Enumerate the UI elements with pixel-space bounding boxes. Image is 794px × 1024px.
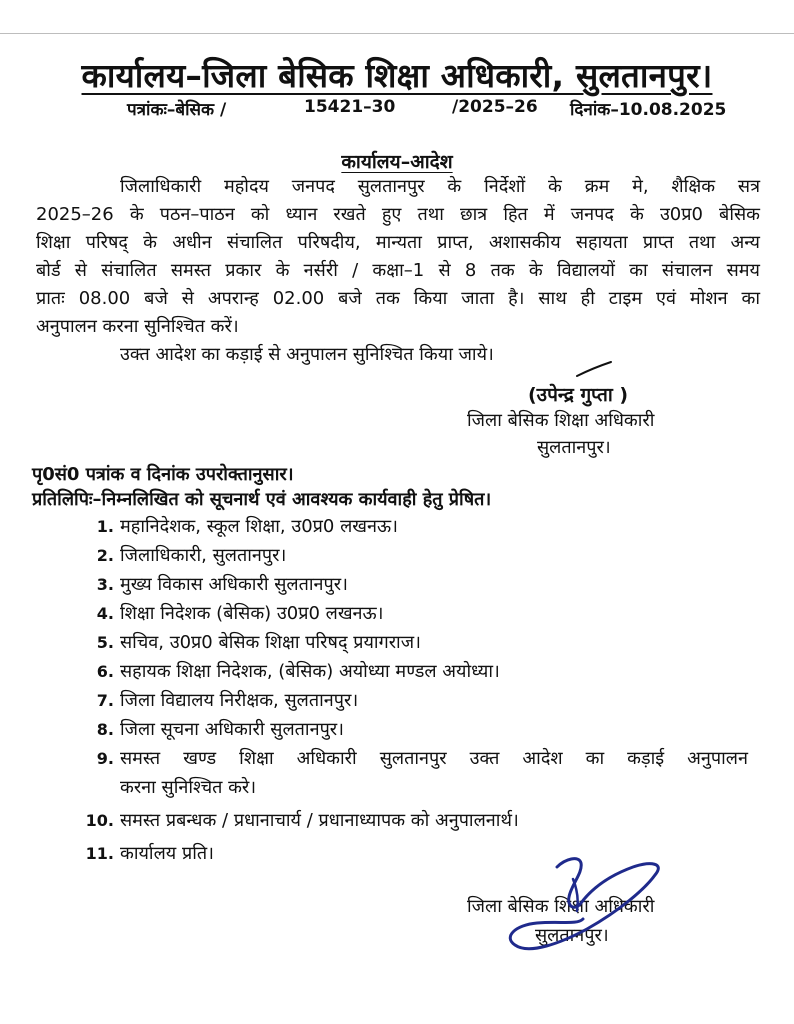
- signatory-place: सुलतानपुर।: [537, 437, 611, 458]
- copy-ref-line: पृ0सं0 पत्रांक व दिनांक उपरोक्तानुसार।: [32, 464, 294, 485]
- top-rule: [0, 33, 794, 34]
- signatory-designation: जिला बेसिक शिक्षा अधिकारी: [467, 410, 655, 431]
- ref-label: पत्रांकः–बेसिक /: [127, 100, 227, 120]
- ref-session: /2025–26: [452, 97, 538, 117]
- order-line-5: प्रातः 08.00 बजे से अपरान्ह 02.00 बजे तक किया जाता है। साथ ही टाइम एवं मोशन का: [36, 288, 760, 309]
- order-line-2: 2025–26 के पठन–पाठन को ध्यान रखते हुए तथा छात्र हित में जनपद के उ0प्र0 बेसिक: [36, 204, 760, 225]
- signatory-name: (उपेन्द्र गुप्ता ): [528, 384, 629, 406]
- closing-place: सुलतानपुर।: [535, 925, 609, 946]
- order-line-3: शिक्षा परिषद् के अधीन संचालित परिषदीय, मान्यता प्राप्त, अशासकीय सहायता प्राप्त तथा अन्य: [36, 232, 760, 253]
- initial-mark: [575, 360, 615, 380]
- date: दिनांक–10.08.2025: [570, 100, 727, 120]
- office-header: कार्यालय–जिला बेसिक शिक्षा अधिकारी, सुलतानपुर।: [81, 56, 713, 95]
- order-line-1: जिलाधिकारी महोदय जनपद सुलतानपुर के निर्देशों के क्रम मे, शैक्षिक सत्र: [120, 176, 760, 197]
- ref-number: 15421–30: [304, 97, 396, 117]
- order-title: कार्यालय–आदेश: [341, 151, 453, 173]
- order-line-4: बोर्ड से संचालित समस्त प्रकार के नर्सरी / कक्षा–1 से 8 तक के विद्यालयों का संचालन समय: [36, 260, 760, 281]
- order-line-6: अनुपालन करना सुनिश्चित करें।: [36, 316, 239, 337]
- signature: [495, 845, 675, 965]
- copy-heading: प्रतिलिपिः–निम्नलिखित को सूचनार्थ एवं आवश्यक कार्यवाही हेतु प्रेषित।: [32, 489, 492, 510]
- closing-designation: जिला बेसिक शिक्षा अधिकारी: [467, 896, 655, 917]
- compliance-line: उक्त आदेश का कड़ाई से अनुपालन सुनिश्चित किया जाये।: [120, 344, 494, 365]
